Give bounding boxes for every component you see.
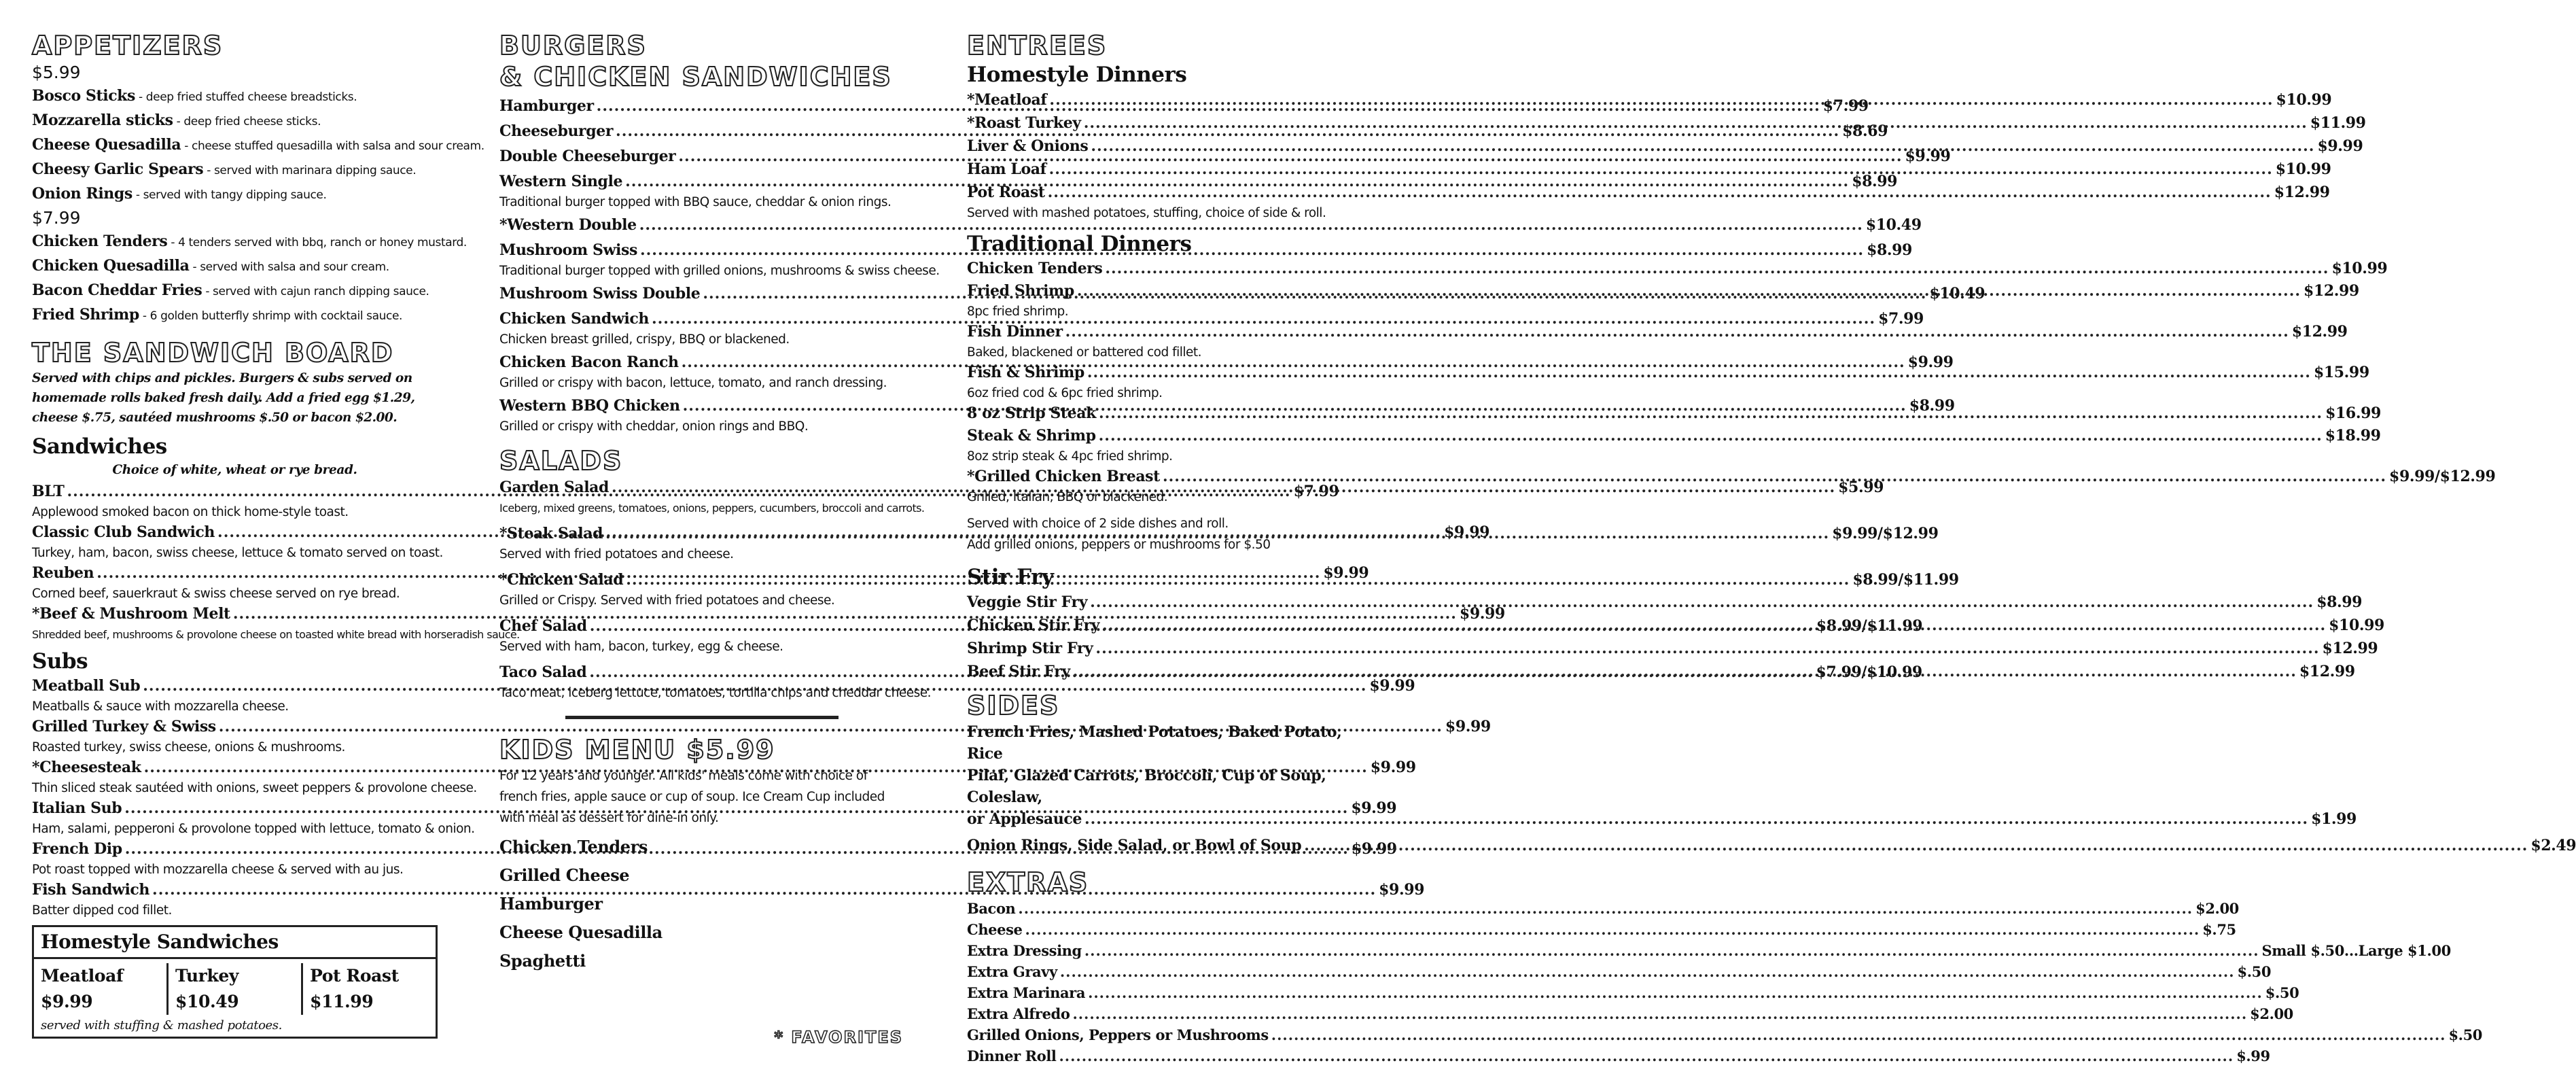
appetizers-group-1 bbox=[32, 84, 484, 207]
item-price: $.99 bbox=[2236, 1047, 2270, 1064]
salads-heading: SALADS bbox=[499, 446, 623, 476]
appetizer-item bbox=[32, 254, 438, 279]
item-price: $18.99 bbox=[2325, 427, 2381, 445]
item-description: Thin sliced steak sautéed with onions, sweet peppers & provolone cheese. bbox=[32, 781, 477, 795]
homestyle-sandwiches-title: Homestyle Sandwiches bbox=[34, 927, 436, 959]
homestyle-dinners-heading: Homestyle Dinners bbox=[967, 63, 1187, 87]
item-name: *Grilled Chicken Breast bbox=[967, 468, 1160, 485]
homestyle-sandwiches-grid bbox=[34, 959, 436, 1015]
subs-heading: Subs bbox=[32, 649, 88, 674]
appetizer-description: - deep fried stuffed cheese breadsticks. bbox=[135, 90, 357, 104]
extra-item bbox=[967, 982, 2299, 1003]
item-name: Fried Shrimp bbox=[967, 282, 1074, 300]
item-name: Chicken Tenders bbox=[967, 260, 1103, 277]
item-price: $11.99 bbox=[2310, 114, 2366, 132]
dot-leader bbox=[1049, 88, 2273, 111]
item-name: Veggie Stir Fry bbox=[967, 593, 1088, 611]
appetizer-description: - served with tangy dipping sauce. bbox=[132, 188, 327, 202]
extra-item bbox=[967, 898, 2239, 919]
item-name: Cheese bbox=[967, 921, 1023, 938]
extra-item bbox=[967, 961, 2272, 982]
homestyle-sandwich-name: Turkey bbox=[175, 966, 239, 986]
item-name: Reuben bbox=[32, 564, 94, 582]
dot-leader bbox=[1084, 111, 2308, 135]
item-description: 8oz strip steak & 4pc fried shrimp. bbox=[967, 449, 1173, 464]
appetizers-heading: APPETIZERS bbox=[32, 31, 224, 60]
kids-menu-item: Chicken Tenders bbox=[499, 837, 648, 856]
item-price: $9.99 bbox=[1369, 677, 1415, 695]
item-price: $9.99 bbox=[1445, 718, 1491, 735]
item-description: Served with ham, bacon, turkey, egg & cheese. bbox=[499, 640, 783, 654]
dot-leader bbox=[1099, 402, 2323, 425]
dot-leader bbox=[1095, 637, 2319, 660]
item-price: Small $.50...Large $1.00 bbox=[2261, 942, 2451, 959]
item-price: $8.99 bbox=[1867, 241, 1912, 259]
item-price: $7.99 bbox=[1878, 310, 1924, 328]
item-name: Western BBQ Chicken bbox=[499, 397, 680, 415]
kids-menu-item: Cheese Quesadilla bbox=[499, 922, 663, 942]
stir-fry-item bbox=[967, 637, 2378, 660]
item-price: $12.99 bbox=[2299, 663, 2355, 680]
appetizers-group-2 bbox=[32, 230, 467, 328]
appetizer-description: - served with marinara dipping sauce. bbox=[203, 164, 417, 177]
item-description: Iceberg, mixed greens, tomatoes, onions, peppers, cucumbers, broccoli and carrots. bbox=[499, 502, 925, 515]
item-price: $12.99 bbox=[2274, 184, 2330, 201]
item-price: $9.99 bbox=[1907, 353, 1954, 371]
bread-choice-note: Choice of white, wheat or rye bread. bbox=[112, 463, 357, 477]
homestyle-sandwich-name: Pot Roast bbox=[310, 966, 399, 986]
entrees-heading: ENTREES bbox=[967, 31, 1108, 60]
kids-menu-description: For 12 years and younger. All kids' meals come with choice of french fries, apple sauce or cup of soup. Ice Cream Cup included with meal as dessert for dine-in only. bbox=[499, 769, 885, 825]
item-name: *Cheesesteak bbox=[32, 759, 141, 776]
item-name: Chicken Sandwich bbox=[499, 310, 649, 328]
favorites-legend: * FAVORITES bbox=[774, 1028, 903, 1047]
item-price: $9.99 bbox=[1323, 564, 1369, 582]
item-name: 8 oz Strip Steak bbox=[967, 404, 1096, 422]
item-price: $7.99 bbox=[1293, 483, 1339, 500]
item-price: $9.99/$12.99 bbox=[1832, 525, 1939, 542]
item-price: $9.99 bbox=[1370, 759, 1416, 776]
homestyle-dinners-note: Served with mashed potatoes, stuffing, choice of side & roll. bbox=[967, 206, 1326, 220]
sub-item bbox=[32, 797, 1397, 820]
sides-line-1: French Fries, Mashed Potatoes, Baked Potato, Rice bbox=[967, 723, 1342, 763]
item-price: $.50 bbox=[2237, 963, 2272, 980]
dot-leader bbox=[1105, 258, 2329, 280]
homestyle-dinner-item bbox=[967, 158, 2331, 181]
item-price: $10.99 bbox=[2276, 91, 2332, 109]
item-name: *Roast Turkey bbox=[967, 114, 1081, 132]
item-description: Traditional burger topped with grilled onions, mushrooms & swiss cheese. bbox=[499, 264, 940, 278]
item-name: Steak & Shrimp bbox=[967, 427, 1096, 445]
item-description: Batter dipped cod fillet. bbox=[32, 903, 172, 918]
sandwich-item bbox=[32, 603, 1505, 625]
item-price: $5.99 bbox=[1838, 479, 1884, 496]
appetizer-description: - deep fried cheese sticks. bbox=[173, 115, 321, 128]
dot-leader bbox=[1099, 425, 2323, 447]
homestyle-sandwiches-note: served with stuffing & mashed potatoes. bbox=[41, 1018, 282, 1032]
dot-leader bbox=[1048, 181, 2272, 204]
item-price: $9.99 bbox=[1351, 840, 1397, 858]
appetizer-name: Mozzarella sticks bbox=[32, 111, 173, 129]
dot-leader bbox=[1065, 321, 2289, 343]
appetizer-name: Bacon Cheddar Fries bbox=[32, 281, 202, 299]
sandwich-board-heading: THE SANDWICH BOARD bbox=[32, 338, 394, 368]
homestyle-sandwich-price: $9.99 bbox=[41, 992, 93, 1011]
item-name: Pot Roast bbox=[967, 184, 1045, 201]
item-description: Meatballs & sauce with mozzarella cheese. bbox=[32, 699, 289, 714]
item-price: $8.99 bbox=[1909, 397, 1955, 415]
homestyle-sandwich-price: $11.99 bbox=[310, 992, 374, 1011]
appetizer-name: Onion Rings bbox=[32, 185, 133, 203]
extras-heading: EXTRAS bbox=[967, 867, 1089, 897]
item-description: Ham, salami, pepperoni & provolone topped with lettuce, tomato & onion. bbox=[32, 822, 475, 836]
dot-leader bbox=[1025, 919, 2200, 940]
sides-line-3: or Applesauce ..... $1.99 bbox=[967, 808, 1371, 831]
dot-leader bbox=[1049, 158, 2273, 181]
item-name: Extra Alfredo bbox=[967, 1005, 1070, 1022]
appetizer-description: - 4 tenders served with bbq, ranch or honey mustard. bbox=[167, 236, 467, 249]
dot-leader bbox=[1271, 1024, 2446, 1045]
item-price: $9.99 bbox=[1444, 523, 1490, 541]
item-description: Served with fried potatoes and cheese. bbox=[499, 547, 734, 561]
item-name: Ham Loaf bbox=[967, 160, 1046, 178]
kids-menu-item: Hamburger bbox=[499, 894, 603, 914]
appetizer-description: - served with salsa and sour cream. bbox=[189, 260, 389, 274]
item-name: *Meatloaf bbox=[967, 91, 1047, 109]
appetizer-item bbox=[32, 182, 438, 207]
traditional-dinner-item bbox=[967, 258, 2388, 280]
item-name: Fish Sandwich bbox=[32, 881, 150, 899]
stir-fry-heading: Stir Fry bbox=[967, 565, 1054, 589]
item-price: $16.99 bbox=[2325, 404, 2381, 422]
dot-leader bbox=[1060, 961, 2235, 982]
appetizer-item bbox=[32, 84, 438, 109]
traditional-dinners-heading: Traditional Dinners bbox=[967, 232, 1192, 256]
item-name: Mushroom Swiss Double bbox=[499, 285, 701, 302]
item-name: Italian Sub bbox=[32, 799, 122, 817]
item-name: Chef Salad bbox=[499, 617, 587, 635]
item-description: Traditional burger topped with BBQ sauce, cheddar & onion rings. bbox=[499, 195, 892, 209]
item-price: $8.99/$11.99 bbox=[1816, 617, 1923, 635]
item-name: Mushroom Swiss bbox=[499, 241, 637, 259]
item-price: $2.00 bbox=[2195, 900, 2239, 917]
item-description: Baked, blackened or battered cod fillet. bbox=[967, 345, 1202, 360]
homestyle-sandwich-cell bbox=[169, 963, 303, 1015]
item-description: Grilled, Italian, BBQ or blackened. bbox=[967, 490, 1168, 504]
item-price: $15.99 bbox=[2313, 364, 2369, 381]
appetizer-name: Cheese Quesadilla bbox=[32, 136, 181, 154]
item-description: Turkey, ham, bacon, swiss cheese, lettuce & tomato served on toast. bbox=[32, 546, 443, 560]
item-price: $12.99 bbox=[2304, 282, 2359, 300]
appetizer-item bbox=[32, 158, 438, 182]
appetizer-description: - cheese stuffed quesadilla with salsa and sour cream. bbox=[181, 139, 484, 153]
item-name: Meatball Sub bbox=[32, 677, 141, 695]
item-name: Western Single bbox=[499, 173, 623, 190]
item-name: *Chicken Salad bbox=[499, 571, 624, 589]
appetizer-name: Chicken Quesadilla bbox=[32, 257, 190, 275]
item-price: $9.99 bbox=[1351, 799, 1397, 817]
appetizer-name: Cheesy Garlic Spears bbox=[32, 160, 204, 178]
homestyle-sandwich-price: $10.49 bbox=[175, 992, 239, 1011]
dot-leader bbox=[1091, 135, 2314, 158]
item-price: $9.99/$12.99 bbox=[2389, 468, 2496, 485]
kids-menu-item: Grilled Cheese bbox=[499, 865, 630, 885]
item-name: Cheeseburger bbox=[499, 122, 614, 140]
item-price: $2.00 bbox=[2250, 1005, 2293, 1022]
kids-menu-item: Spaghetti bbox=[499, 951, 586, 971]
dot-leader bbox=[1090, 591, 2314, 614]
homestyle-sandwich-cell bbox=[34, 963, 169, 1015]
sandwiches-heading: Sandwiches bbox=[32, 434, 167, 459]
item-name: Extra Gravy bbox=[967, 963, 1057, 980]
item-price: $8.99/$11.99 bbox=[1852, 571, 1959, 589]
appetizers-price-group-2: $7.99 bbox=[32, 208, 81, 228]
item-name: Chicken Bacon Ranch bbox=[499, 353, 679, 371]
homestyle-dinner-item bbox=[967, 135, 2363, 158]
item-price: $8.69 bbox=[1842, 122, 1888, 140]
dot-leader bbox=[1073, 660, 2297, 683]
extra-item bbox=[967, 1024, 2483, 1045]
item-price: $10.99 bbox=[2329, 617, 2384, 634]
item-name: Grilled Turkey & Swiss bbox=[32, 718, 216, 735]
extras-list bbox=[967, 898, 2483, 1066]
dot-leader bbox=[1102, 614, 2326, 637]
traditional-dinner-item bbox=[967, 321, 2348, 343]
dot-leader bbox=[1077, 280, 2301, 302]
appetizer-item bbox=[32, 133, 484, 158]
item-price: $9.99 bbox=[2317, 137, 2363, 155]
sub-item bbox=[32, 757, 1416, 779]
item-price: $9.99 bbox=[1905, 147, 1951, 165]
homestyle-sandwich-cell bbox=[303, 963, 436, 1015]
appetizer-item bbox=[32, 230, 467, 254]
extra-item bbox=[967, 919, 2236, 940]
item-name: Double Cheeseburger bbox=[499, 147, 676, 165]
appetizer-name: Chicken Tenders bbox=[32, 232, 168, 250]
item-price: $10.49 bbox=[1929, 285, 1986, 302]
item-description: 6oz fried cod & 6pc fried shrimp. bbox=[967, 386, 1163, 400]
item-price: $.50 bbox=[2448, 1026, 2483, 1043]
extra-item bbox=[967, 1003, 2293, 1024]
item-name: Extra Marinara bbox=[967, 984, 1086, 1001]
item-price: $7.99 bbox=[1822, 97, 1869, 115]
item-name: Liver & Onions bbox=[967, 137, 1089, 155]
sides-line-2: Pilaf, Glazed Carrots, Broccoli, Cup of Soup, Coleslaw, bbox=[967, 767, 1326, 806]
item-price: $10.99 bbox=[2275, 160, 2331, 178]
item-name: Fish Dinner bbox=[967, 323, 1063, 341]
extra-item bbox=[967, 940, 2451, 961]
item-description: Chicken breast grilled, crispy, BBQ or blackened. bbox=[499, 332, 790, 347]
item-name: *Steak Salad bbox=[499, 525, 603, 542]
dot-leader bbox=[1018, 898, 2193, 919]
item-description: Roasted turkey, swiss cheese, onions & mushrooms. bbox=[32, 740, 345, 754]
item-name: *Beef & Mushroom Melt bbox=[32, 605, 230, 623]
traditional-dinners-note-1: Served with choice of 2 side dishes and roll. bbox=[967, 517, 1229, 531]
dot-leader bbox=[1087, 362, 2311, 384]
item-description: Grilled or crispy with bacon, lettuce, tomato, and ranch dressing. bbox=[499, 376, 887, 390]
item-description: Grilled or crispy with cheddar, onion rings and BBQ. bbox=[499, 419, 809, 434]
item-price: $8.99 bbox=[2316, 593, 2363, 611]
traditional-dinner-item bbox=[967, 425, 2381, 447]
item-price: $.75 bbox=[2202, 921, 2236, 938]
homestyle-sandwiches-box bbox=[32, 925, 438, 1039]
burgers-heading-line-1: BURGERS bbox=[499, 31, 647, 60]
item-name: Hamburger bbox=[499, 97, 594, 115]
appetizer-item bbox=[32, 279, 438, 303]
kids-menu-heading: KIDS MENU $5.99 bbox=[499, 735, 775, 765]
extra-item bbox=[967, 1045, 2270, 1066]
item-price: $8.99 bbox=[1852, 173, 1898, 190]
traditional-dinners-note-2: Add grilled onions, peppers or mushrooms for $.50 bbox=[967, 538, 1271, 552]
appetizer-name: Bosco Sticks bbox=[32, 87, 136, 105]
dot-leader bbox=[1072, 1003, 2247, 1024]
section-divider bbox=[565, 716, 839, 719]
item-name: BLT bbox=[32, 483, 65, 500]
appetizers-price-group-1: $5.99 bbox=[32, 63, 81, 82]
burger-item bbox=[499, 214, 1922, 237]
item-name: Shrimp Stir Fry bbox=[967, 640, 1093, 657]
item-description: 8pc fried shrimp. bbox=[967, 305, 1069, 319]
item-name: Garden Salad bbox=[499, 479, 610, 496]
dot-leader bbox=[1059, 1045, 2234, 1066]
item-price: $10.99 bbox=[2331, 260, 2388, 277]
dot-leader bbox=[1084, 940, 2259, 961]
appetizer-item bbox=[32, 109, 438, 133]
appetizer-description: - 6 golden butterfly shrimp with cocktail sauce. bbox=[139, 309, 403, 323]
homestyle-sandwich-name: Meatloaf bbox=[41, 966, 124, 986]
item-name: Fish & Shrimp bbox=[967, 364, 1084, 381]
sub-item bbox=[32, 716, 1491, 738]
kids-menu-list bbox=[499, 833, 903, 975]
item-name: Extra Dressing bbox=[967, 942, 1082, 959]
item-description: Shredded beef, mushrooms & provolone cheese on toasted white bread with horseradish sauce. bbox=[32, 628, 520, 641]
sides-heading: SIDES bbox=[967, 691, 1060, 721]
item-price: $7.99/$10.99 bbox=[1816, 663, 1922, 681]
appetizer-description: - served with cajun ranch dipping sauce. bbox=[202, 285, 429, 298]
burgers-heading-line-2: & CHICKEN SANDWICHES bbox=[499, 62, 892, 92]
item-name: French Dip bbox=[32, 840, 122, 858]
item-name: Dinner Roll bbox=[967, 1047, 1057, 1064]
item-description: Applewood smoked bacon on thick home-style toast. bbox=[32, 505, 349, 519]
item-price: $12.99 bbox=[2291, 323, 2348, 341]
dot-leader bbox=[1088, 982, 2263, 1003]
item-name: Taco Salad bbox=[499, 663, 587, 681]
item-name: Classic Club Sandwich bbox=[32, 523, 215, 541]
appetizer-item bbox=[32, 303, 438, 328]
item-price: $9.99 bbox=[1459, 605, 1505, 623]
item-name: Beef Stir Fry bbox=[967, 663, 1070, 680]
item-name: Grilled Onions, Peppers or Mushrooms bbox=[967, 1026, 1269, 1043]
item-price: $10.49 bbox=[1865, 216, 1922, 234]
item-name: Bacon bbox=[967, 900, 1016, 917]
item-price: $9.99 bbox=[1379, 881, 1425, 899]
item-price: $12.99 bbox=[2322, 640, 2378, 657]
dot-leader bbox=[1163, 466, 2386, 488]
item-name: Chicken Stir Fry bbox=[967, 617, 1100, 634]
sides-line-4: Onion Rings, Side Salad, or Bowl of Soup ..... $2.49 bbox=[967, 835, 1371, 857]
sandwich-board-note: Served with chips and pickles. Burgers & subs served on homemade rolls baked fresh daily. Add a fried egg $1.29, cheese $.75, sautéed mushrooms $.50 or bacon $2.00. bbox=[32, 371, 415, 425]
item-description: Taco meat, iceberg lettuce, tomatoes, tortilla chips and cheddar cheese. bbox=[499, 686, 931, 700]
item-name: *Western Double bbox=[499, 216, 637, 234]
item-price: $.50 bbox=[2265, 984, 2299, 1001]
appetizer-name: Fried Shrimp bbox=[32, 306, 139, 324]
item-description: Pot roast topped with mozzarella cheese & served with au jus. bbox=[32, 863, 404, 877]
item-description: Corned beef, sauerkraut & swiss cheese served on rye bread. bbox=[32, 587, 400, 601]
item-description: Grilled or Crispy. Served with fried potatoes and cheese. bbox=[499, 593, 835, 608]
